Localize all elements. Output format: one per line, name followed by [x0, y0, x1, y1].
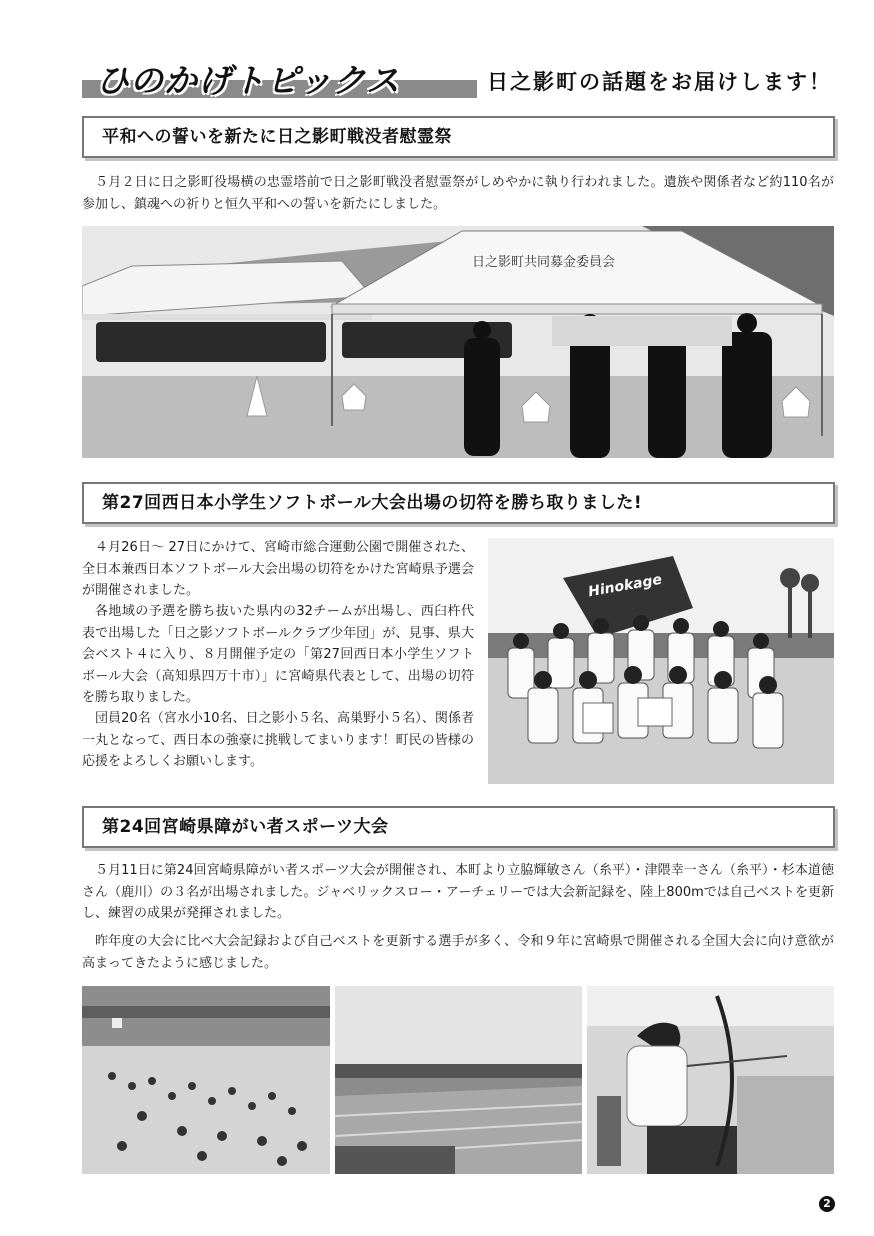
stadium-track-image [335, 986, 582, 1174]
section-3-title: 第24回宮崎県障がい者スポーツ大会 [82, 806, 835, 848]
archery-photo [587, 986, 834, 1174]
memorial-ceremony-image [82, 226, 834, 458]
header-subtitle: 日之影町の話題をお届けします！ [477, 66, 834, 98]
softball-team-photo [488, 538, 834, 784]
section-3-paragraph-2: 昨年度の大会に比べ大会記録および自己ベストを更新する選手が多く、令和９年に宮崎県で開催される全国大会に向け意欲が高まってきたように感じました。 [82, 934, 834, 971]
section-2-paragraph-1: ４月26日～ 27日にかけて、宮崎市総合運動公園で開催された、全日本兼西日本ソフトボール大会出場の切符をかけた宮崎県予選会が開催されました。 [82, 540, 474, 598]
stadium-track-photo [335, 986, 582, 1174]
tent-sign-text: 日之影町共同募金委員会 [472, 255, 616, 270]
team-banner-text: Hinokage [587, 571, 664, 601]
section-2-title: 第27回西日本小学生ソフトボール大会出場の切符を勝ち取りました! [82, 482, 835, 524]
section-2-paragraph-3: 団員20名（宮水小10名、日之影小５名、高巣野小５名）、関係者一丸となって、西日本の強豪に挑戦してまいります！町民の皆様の応援をよろしくお願いします。 [82, 711, 474, 769]
softball-team-image [488, 538, 834, 784]
page-number: 2 [819, 1196, 835, 1212]
section-3-paragraph-1: ５月11日に第24回宮崎県障がい者スポーツ大会が開催され、本町より立脇輝敏さん（糸平）・津隈幸一さん（糸平）・杉本道徳さん（鹿川）の３名が出場されました。ジャベリックスロー・アーチェリーでは大会新記録を、陸上800mでは自己ベストを更新し、練習の成果が発揮されました。 [82, 863, 834, 921]
gymnasium-photo [82, 986, 330, 1174]
header-title: ひのかげトピックス [96, 61, 401, 100]
section-1-paragraph: ５月２日に日之影町役場横の忠霊塔前で日之影町戦没者慰霊祭がしめやかに執り行われました。遺族や関係者など約110名が参加し、鎮魂への祈りと恒久平和への誓いを新たにしました。 [82, 175, 834, 212]
archery-image [587, 986, 834, 1174]
page-header [82, 62, 834, 100]
section-1-title: 平和への誓いを新たに日之影町戦没者慰霊祭 [82, 116, 835, 158]
memorial-ceremony-photo [82, 226, 834, 458]
gymnasium-image [82, 986, 330, 1174]
section-2-paragraph-2: 各地域の予選を勝ち抜いた県内の32チームが出場し、西臼杵代表で出場した「日之影ソフトボールクラブ少年団」が、見事、県大会ベスト４に入り、８月開催予定の「第27回西日本小学生ソフトボール大会（高知県四万十市）」に宮崎県代表として、出場の切符を勝ち取りました。 [82, 604, 474, 705]
